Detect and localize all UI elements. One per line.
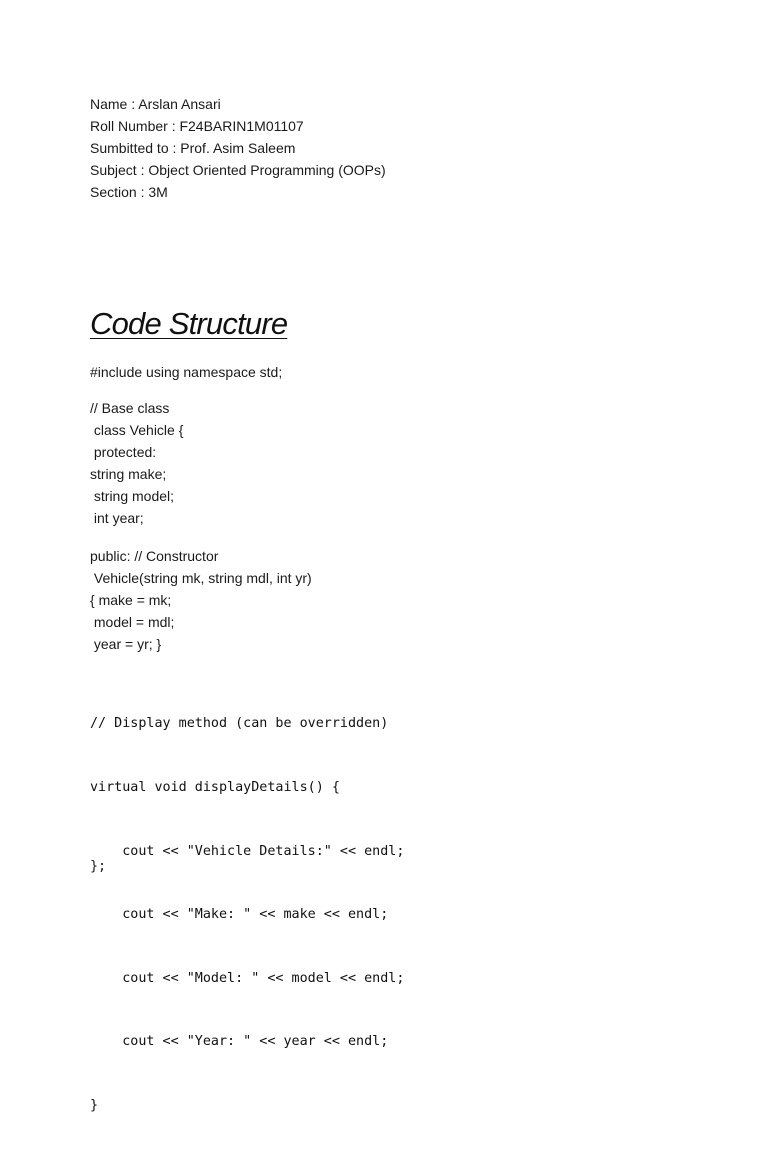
code-line: } [90,1098,99,1114]
code-line: cout << "Year: " << year << endl; [90,1034,389,1050]
code-line: public: // Constructor [90,548,219,564]
section-heading: Code Structure [90,306,288,341]
code-line: class Vehicle { [90,422,184,438]
submitted-to: Sumbitted to : Prof. Asim Saleem [90,140,296,156]
include-line: #include using namespace std; [90,364,283,380]
code-line: cout << "Vehicle Details:" << endl; [90,843,405,859]
code-line: protected: [90,444,157,460]
class-closing-brace: }; [90,859,107,874]
class-declaration [90,397,183,529]
section: Section : 3M [90,184,168,200]
code-line: virtual void displayDetails() { [90,780,340,796]
student-name: Name : Arslan Ansari [90,96,221,112]
code-line: string model; [90,488,175,504]
student-info [90,93,386,203]
code-line: { make = mk; [90,592,172,608]
roll-number: Roll Number : F24BARIN1M01107 [90,118,304,134]
code-line: cout << "Model: " << model << endl; [90,970,405,986]
code-line: string make; [90,466,167,482]
code-line: // Base class [90,400,170,416]
code-line: year = yr; } [90,636,162,652]
constructor-block [90,545,312,655]
code-line: // Display method (can be overridden) [90,716,389,732]
code-line: cout << "Make: " << make << endl; [90,907,389,923]
display-method-code [90,671,404,1159]
code-line: int year; [90,510,144,526]
code-line: Vehicle(string mk, string mdl, int yr) [90,570,312,586]
include-line-block [90,361,282,383]
code-line: model = mdl; [90,614,175,630]
subject: Subject : Object Oriented Programming (OOPs) [90,162,386,178]
